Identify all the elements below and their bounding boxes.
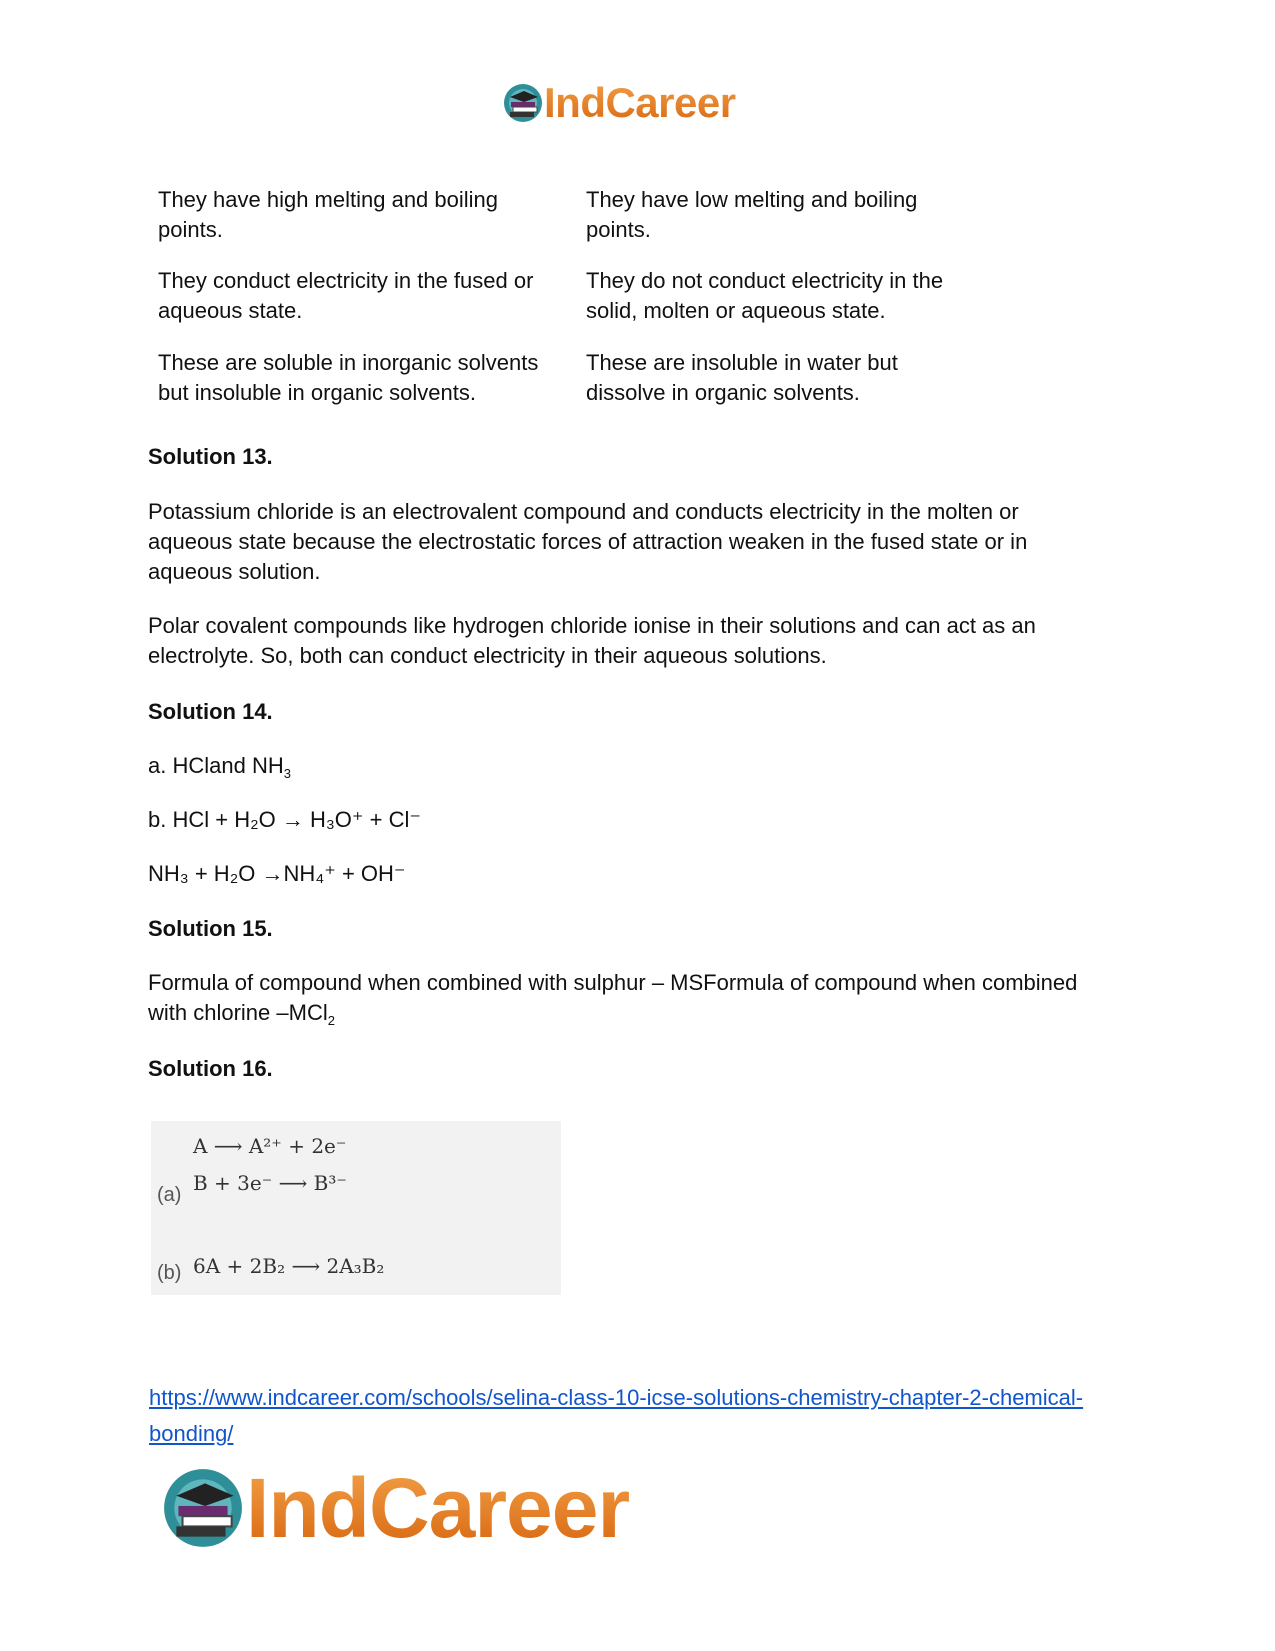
- solution-15-text: Formula of compound when combined with sulphur – MSFormula of compound when combined with chlorine –MCl: [148, 970, 1078, 1025]
- equation-3: 6A + 2B₂ ⟶ 2A₃B₂: [193, 1254, 385, 1278]
- solution-15-subscript: 2: [327, 1013, 335, 1028]
- solution-13-heading: Solution 13.: [148, 444, 273, 469]
- url-line-1[interactable]: https://www.indcareer.com/schools/selina-class-10-icse-solutions-chemistry-chapter-2-chemical-: [149, 1385, 1084, 1410]
- header-logo-text: IndCareer: [544, 79, 736, 126]
- footer-logo: [160, 1462, 629, 1554]
- table-cell: They conduct electricity in the fused or aqueous state.: [158, 268, 534, 323]
- solution-14-line-b: b. HCl + H₂O → H₃O⁺ + Cl⁻: [148, 807, 421, 832]
- equation-image: [151, 1121, 561, 1295]
- graduation-cap-books-icon: [502, 82, 544, 124]
- image-label-b: (b): [157, 1262, 182, 1284]
- graduation-cap-books-icon: [160, 1465, 246, 1551]
- equation-2: B + 3e⁻ ⟶ B³⁻: [193, 1171, 347, 1195]
- line-a-text: a. HCland NH: [148, 753, 284, 778]
- table-cell: They have high melting and boiling points.: [158, 187, 499, 242]
- solution-14-line-c: NH₃ + H₂O →NH₄⁺ + OH⁻: [148, 861, 406, 886]
- table-cell: These are soluble in inorganic solvents but insoluble in organic solvents.: [158, 350, 539, 405]
- line-a-subscript: 3: [283, 766, 291, 781]
- footer-logo-text: IndCareer: [246, 1461, 630, 1555]
- equation-1: A ⟶ A²⁺ + 2e⁻: [193, 1134, 347, 1158]
- solution-14-heading: Solution 14.: [148, 699, 273, 724]
- table-cell: These are insoluble in water but dissolve in organic solvents.: [586, 350, 898, 405]
- source-url-link[interactable]: [149, 1380, 1139, 1452]
- solution-14-line-a: [148, 751, 291, 781]
- solution-15-heading: Solution 15.: [148, 916, 273, 941]
- url-line-2[interactable]: bonding/: [149, 1421, 234, 1446]
- table-cell: They have low melting and boiling points.: [586, 187, 918, 242]
- solution-16-heading: Solution 16.: [148, 1056, 273, 1081]
- solution-13-paragraph-2: Polar covalent compounds like hydrogen chloride ionise in their solutions and can act as an electrolyte. So, both can conduct electricity in their aqueous solutions.: [148, 613, 1036, 668]
- image-label-a: (a): [157, 1184, 182, 1206]
- solution-15-paragraph: [148, 968, 1108, 1028]
- solution-13-paragraph-1: Potassium chloride is an electrovalent compound and conducts electricity in the molten or aqueous state because the electrostatic forces of attraction weaken in the fused state or in aqueous solution.: [148, 499, 1028, 584]
- table-cell: They do not conduct electricity in the solid, molten or aqueous state.: [586, 268, 944, 323]
- header-logo: [502, 78, 736, 128]
